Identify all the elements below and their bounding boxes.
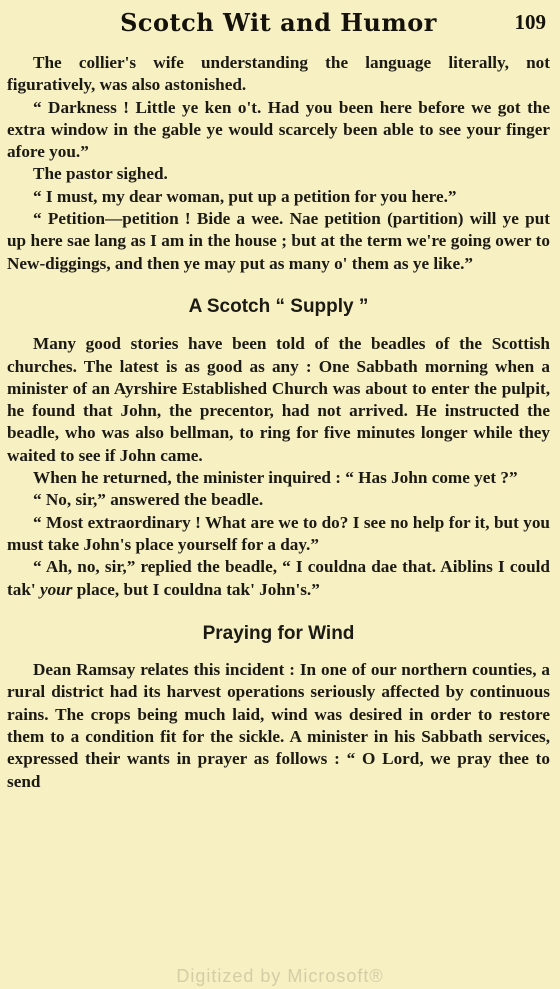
- page-number: 109: [514, 10, 546, 34]
- text-run: place, but I couldna tak' John's.”: [72, 579, 320, 599]
- paragraph: Many good stories have been told of the beadles of the Scottish churches. The latest is as good as any : One Sabbath morning when a minister of an Ayrshire Established Church was about to enter the pulpit, he found that John, the precentor, had not arrived. He instructed the beadle, who was also bellman, to ring for five minutes longer while they waited to see if John came.: [7, 334, 550, 465]
- running-title: Scotch Wit and Humor: [120, 8, 437, 37]
- section-heading-praying-for-wind: Praying for Wind: [202, 622, 355, 644]
- paragraph: The collier's wife understanding the language literally, not figuratively, was also astonished.: [7, 53, 550, 95]
- text-run: “ Ah, no, sir,” replied the beadle, “ I couldna dae that. Aiblins I could tak': [7, 557, 550, 599]
- paragraph: “ I must, my dear woman, put up a petition for you here.”: [33, 186, 457, 206]
- paragraph: When he returned, the minister inquired : “ Has John come yet ?”: [33, 468, 518, 488]
- page-body: [7, 52, 550, 793]
- paragraph: Dean Ramsay relates this incident : In one of our northern counties, a rural district had its harvest operations seriously affected by continuous rains. The crops being much laid, wind was desired in order to restore them to a condition fit for the sickle. A minister in his Sabbath services, expressed their wants in prayer as follows : “ O Lord, we pray thee to send: [7, 660, 550, 791]
- section-heading-scotch-supply: A Scotch “ Supply ”: [188, 295, 369, 317]
- emphasized-word: your: [39, 579, 73, 599]
- digitization-watermark: Digitized by Microsoft®: [176, 966, 384, 986]
- paragraph: “ Petition—petition ! Bide a wee. Nae petition (partition) will ye put up here sae lang as I am in the house ; but at the term we're going ower to New-diggings, and then ye may put as many o' them as ye like.”: [7, 209, 550, 273]
- paragraph: “ No, sir,” answered the beadle.: [33, 490, 264, 510]
- page-header: [7, 4, 550, 38]
- paragraph: “ Darkness ! Little ye ken o't. Had you been here before we got the extra window in the gable ye would scarcely been able to see your finger afore you.”: [7, 97, 550, 162]
- paragraph: The pastor sighed.: [33, 164, 168, 184]
- paragraph: “ Most extraordinary ! What are we to do? I see no help for it, but you must take John's place yourself for a day.”: [7, 512, 550, 554]
- paragraph: [7, 556, 550, 601]
